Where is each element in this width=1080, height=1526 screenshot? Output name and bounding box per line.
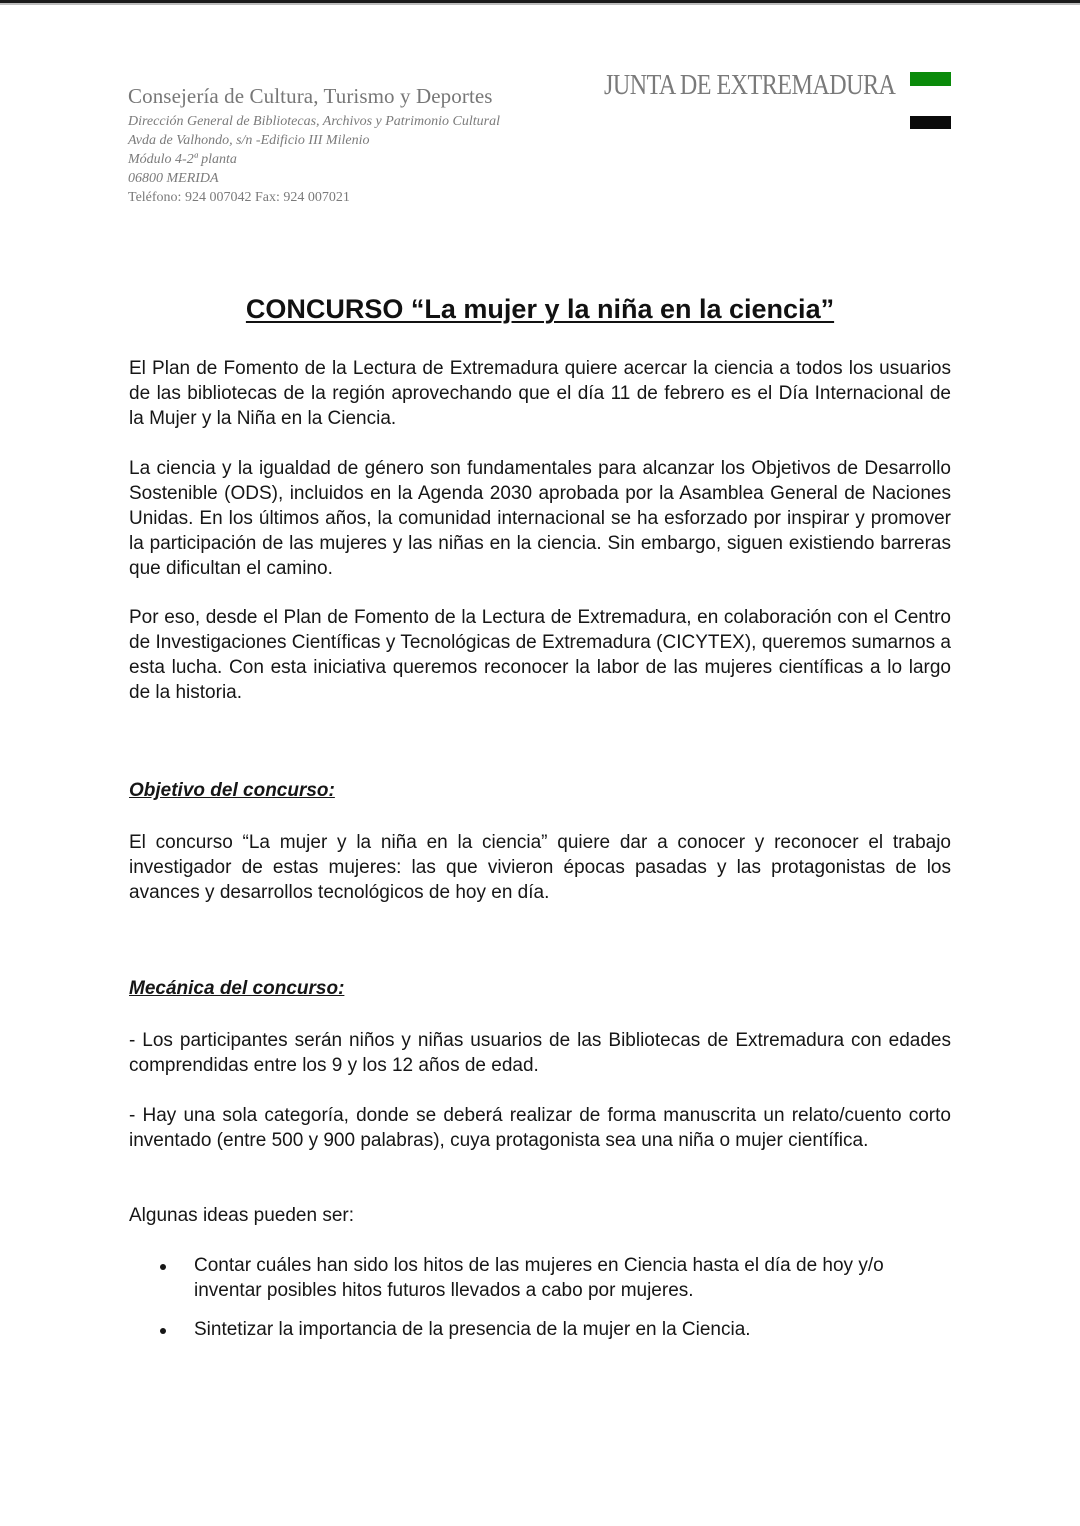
ideas-intro: Algunas ideas pueden ser: — [129, 1205, 354, 1226]
letterhead-address-line1: Avda de Valhondo, s/n -Edificio III Milenio — [128, 133, 370, 148]
letterhead — [128, 84, 500, 207]
page-top-border-shadow — [0, 3, 1080, 5]
document-title-text: CONCURSO “La mujer y la niña en la ciencia” — [245, 294, 835, 324]
objective-heading: Objetivo del concurso: — [129, 780, 335, 801]
letterhead-address-line3: 06800 MERIDA — [128, 171, 219, 186]
document-title — [0, 294, 1080, 325]
intro-paragraph-3: Por eso, desde el Plan de Fomento de la Lectura de Extremadura, en colaboración con el Centro de Investigaciones Científicas y Tecnológicas de Extremadura (CICYTEX), queremos sumarnos a esta lucha. Con esta iniciativa queremos reconocer la labor de las mujeres científicas a lo largo de la historia. — [129, 607, 951, 703]
bullet-icon — [160, 1264, 166, 1270]
objective-paragraph: El concurso “La mujer y la niña en la ciencia” quiere dar a conocer y reconocer el trabajo investigador de estas mujeres: las que vivieron épocas pasadas y las protagonistas de los avances y desarrollos tecnológicos de hoy en día. — [129, 832, 951, 903]
idea-item-2: Sintetizar la importancia de la presencia de la mujer en la Ciencia. — [194, 1319, 751, 1340]
intro-paragraph-1: El Plan de Fomento de la Lectura de Extremadura quiere acercar la ciencia a todos los usuarios de las bibliotecas de la región aprovechando que el día 11 de febrero es el Día Internacional de la Mujer y la Niña en la Ciencia. — [129, 358, 951, 429]
intro-paragraph-2: La ciencia y la igualdad de género son fundamentales para alcanzar los Objetivos de Desarrollo Sostenible (ODS), incluidos en la Agenda 2030 aprobada por la Asamblea General de Naciones Unidas. En los últimos años, la comunidad internacional se ha esforzado por inspirar y promover la participación de las mujeres y las niñas en la ciencia. Sin embargo, siguen existiendo barreras que dificultan el camino. — [129, 458, 951, 579]
flag-green-stripe — [910, 72, 951, 86]
letterhead-phone-fax: Teléfono: 924 007042 Fax: 924 007021 — [128, 190, 350, 205]
mechanics-rule-1: - Los participantes serán niños y niñas usuarios de las Bibliotecas de Extremadura con edades comprendidas entre los 9 y los 12 años de edad. — [129, 1030, 951, 1076]
letterhead-directorate: Dirección General de Bibliotecas, Archivos y Patrimonio Cultural — [128, 114, 500, 129]
institution-name: JUNTA DE EXTREMADURA — [604, 70, 896, 101]
letterhead-department: Consejería de Cultura, Turismo y Deportes — [128, 84, 493, 108]
bullet-icon — [160, 1328, 166, 1334]
idea-item-1: Contar cuáles han sido los hitos de las mujeres en Ciencia hasta el día de hoy y/o inventar posibles hitos futuros llevados a cabo por mujeres. — [194, 1255, 884, 1301]
mechanics-heading: Mecánica del concurso: — [129, 978, 345, 999]
mechanics-rule-2: - Hay una sola categoría, donde se deberá realizar de forma manuscrita un relato/cuento corto inventado (entre 500 y 900 palabras), cuya protagonista sea una niña o mujer científica. — [129, 1105, 951, 1151]
flag-black-stripe — [910, 116, 951, 129]
letterhead-address-line2: Módulo 4-2ª planta — [128, 152, 237, 167]
